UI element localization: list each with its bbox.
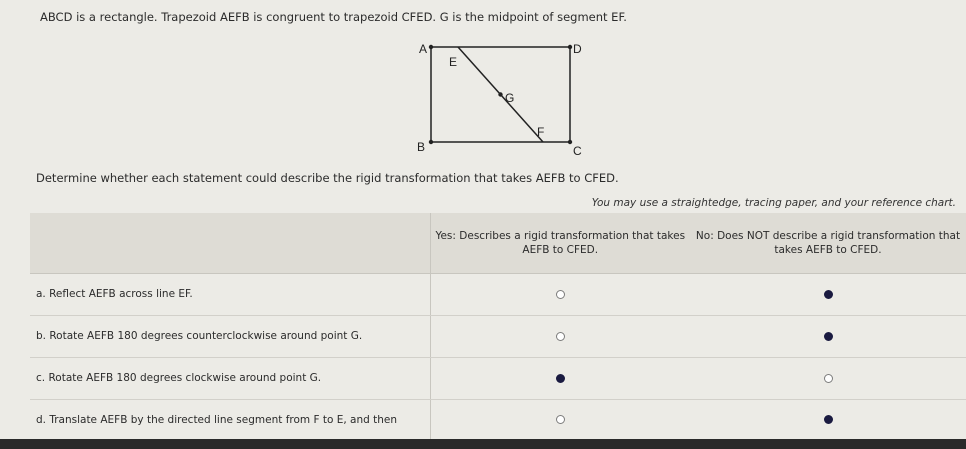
radio-b-yes[interactable]: [556, 332, 565, 341]
point-b: [429, 140, 433, 144]
label-g: G: [505, 91, 515, 105]
point-c: [568, 140, 572, 144]
point-g: [498, 92, 502, 96]
label-a: A: [419, 42, 428, 56]
table-row: [30, 357, 966, 399]
table-row: [30, 315, 966, 357]
label-f: F: [537, 125, 545, 139]
bottom-bar: [0, 439, 966, 449]
statement-d: d. Translate AEFB by the directed line segment from F to E, and then: [30, 399, 430, 440]
radio-a-no[interactable]: [824, 290, 833, 299]
point-d: [568, 45, 572, 49]
statement-b: b. Rotate AEFB 180 degrees counterclockwise around point G.: [30, 315, 430, 357]
point-a: [429, 45, 433, 49]
rectangle-diagram: [405, 36, 595, 161]
radio-c-no[interactable]: [824, 374, 833, 383]
label-b: B: [417, 140, 426, 154]
label-c: C: [573, 144, 582, 158]
label-e: E: [449, 55, 458, 69]
answer-table: [30, 213, 966, 441]
table-header-row: [30, 213, 966, 273]
table-row: [30, 399, 966, 440]
statement-a: a. Reflect AEFB across line EF.: [30, 273, 430, 315]
header-blank: [30, 213, 430, 273]
radio-a-yes[interactable]: [556, 290, 565, 299]
tools-note: You may use a straightedge, tracing paper, and your reference chart.: [591, 197, 956, 209]
problem-statement: ABCD is a rectangle. Trapezoid AEFB is congruent to trapezoid CFED. G is the midpoint of segment EF.: [40, 10, 627, 24]
label-d: D: [573, 42, 582, 56]
instruction-text: Determine whether each statement could describe the rigid transformation that takes AEFB to CFED.: [36, 171, 619, 185]
radio-d-yes[interactable]: [556, 415, 565, 424]
header-no: No: Does NOT describe a rigid transformation that takes AEFB to CFED.: [690, 213, 966, 273]
radio-c-yes[interactable]: [556, 374, 565, 383]
table-row: [30, 273, 966, 315]
radio-b-no[interactable]: [824, 332, 833, 341]
statement-c: c. Rotate AEFB 180 degrees clockwise around point G.: [30, 357, 430, 399]
radio-d-no[interactable]: [824, 415, 833, 424]
header-yes: Yes: Describes a rigid transformation that takes AEFB to CFED.: [430, 213, 690, 273]
